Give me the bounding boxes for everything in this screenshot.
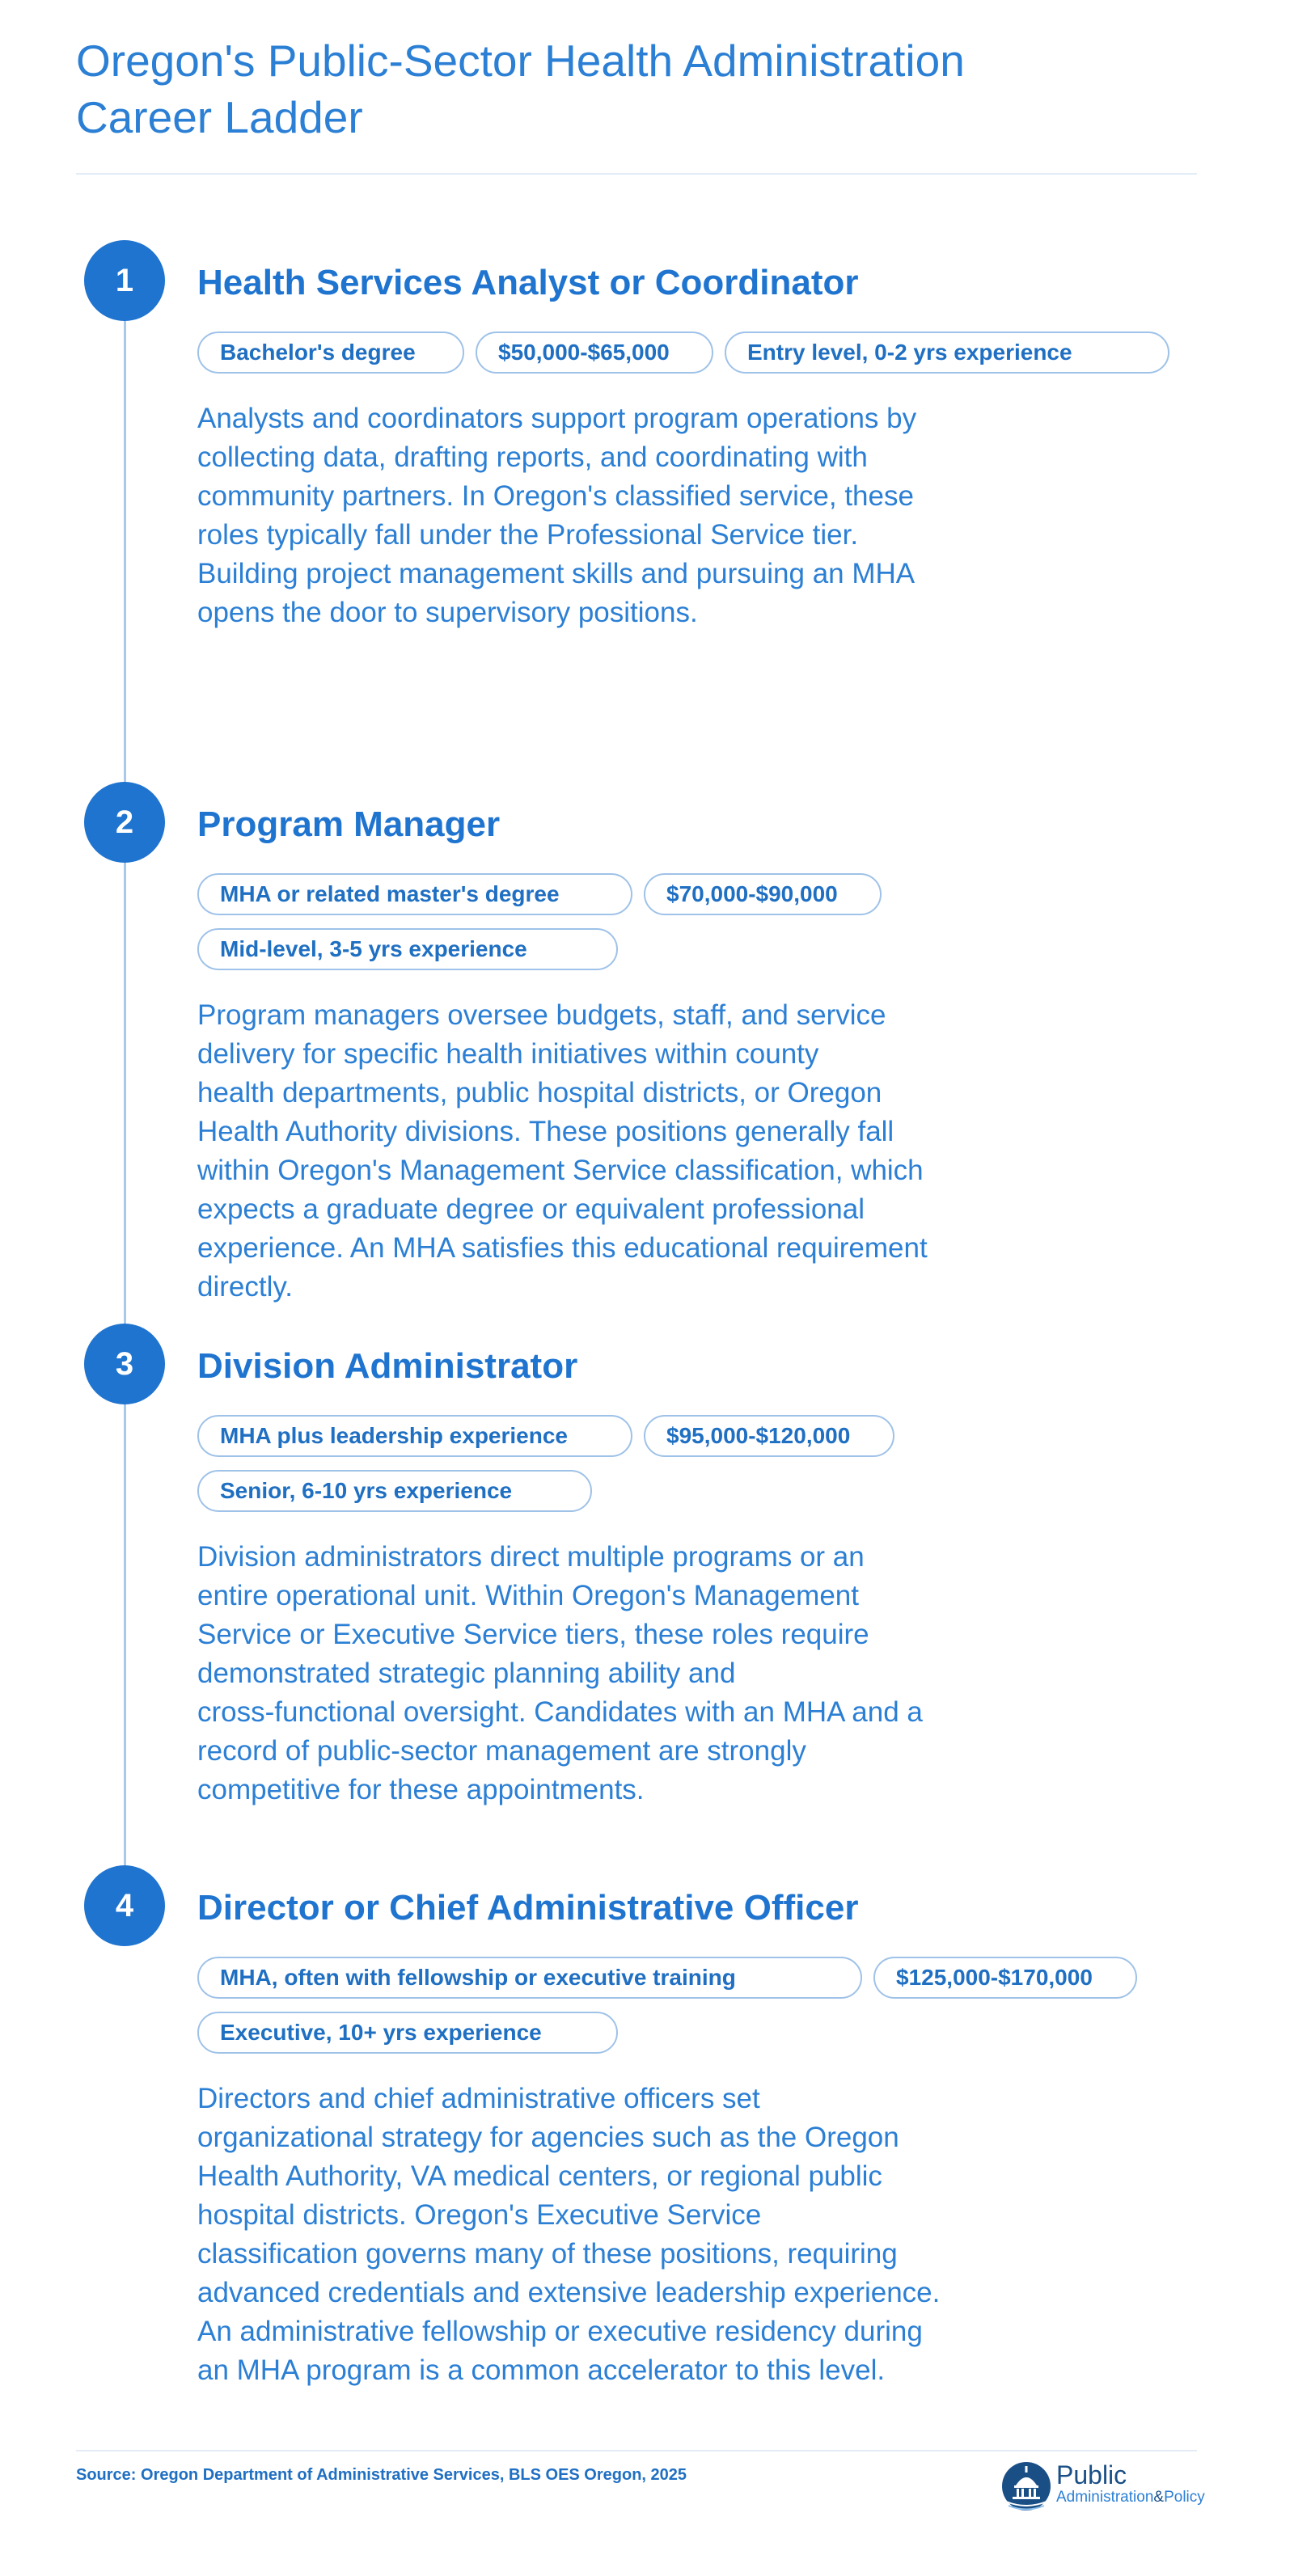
step-4-description: Directors and chief administrative officers set organizational strategy for agencies such as the Oregon Health Authority, VA medical centers, or regional public hospital districts. Oregon's Executive Service classification governs many of these positions, requiring advanced credentials and extensive leadership experience. An administrative fellowship or executive residency during an MHA program is a common accelerator to this level. [197,2083,941,2386]
step-2-description: Program managers oversee budgets, staff, and service delivery for specific health initiatives within county health departments, public hospital districts, or Oregon Health Authority divisions. These positions generally fall within Oregon's Management Service classification, which expects a graduate degree or equivalent professional experience. An MHA satisfies this educational requirement directly. [197,999,928,1303]
step-1-title: Health Services Analyst or Coordinator [197,263,859,302]
step-2-number-badge: 2 [84,782,165,863]
step-4-education-tag: MHA, often with fellowship or executive training [197,1957,862,1999]
step-2-education-tag: MHA or related master's degree [197,873,632,915]
step-3-description: Division administrators direct multiple programs or an entire operational unit. Within Oregon's Management Service or Executive Service tiers, these roles require demonstrated strategic planning ability and cross-functional oversight. Candidates with an MHA and a record of public-sector management are strongly competitive for these appointments. [197,1541,923,1805]
step-3-salary-tag: $95,000-$120,000 [644,1415,894,1457]
step-3-level-tag: Senior, 6-10 yrs experience [197,1470,592,1512]
step-4-number-badge: 4 [84,1865,165,1946]
timeline-line [124,283,126,1916]
step-3-number-badge: 3 [84,1324,165,1404]
step-3-title: Division Administrator [197,1346,578,1386]
step-4-level-tag: Executive, 10+ yrs experience [197,2012,618,2054]
logo-wordmark-subtitle: Administration&Policy [1056,2489,1205,2506]
capitol-dome-icon [1001,2461,1051,2511]
header-divider [76,173,1197,175]
page-title-line-1: Oregon's Public-Sector Health Administration [76,36,965,86]
step-1-level-tag: Entry level, 0-2 yrs experience [725,332,1169,374]
source-note: Source: Oregon Department of Administrative Services, BLS OES Oregon, 2025 [76,2466,687,2484]
step-1-description: Analysts and coordinators support program operations by collecting data, drafting reports, and coordinating with community partners. In Oregon's classified service, these roles typically fall under the Professional Service tier. Building project management skills and pursuing an MHA opens the door to supervisory positions. [197,403,917,628]
page-title [76,32,1127,146]
step-3-education-tag: MHA plus leadership experience [197,1415,632,1457]
step-1-education-tag: Bachelor's degree [197,332,464,374]
step-1-number-badge: 1 [84,240,165,321]
step-2-level-tag: Mid-level, 3-5 yrs experience [197,928,618,970]
publisher-logo [1001,2458,1212,2515]
step-2-salary-tag: $70,000-$90,000 [644,873,882,915]
page-title-line-2: Career Ladder [76,92,363,142]
step-1-salary-tag: $50,000-$65,000 [476,332,713,374]
step-4-title: Director or Chief Administrative Officer [197,1888,859,1928]
step-4-salary-tag: $125,000-$170,000 [873,1957,1137,1999]
step-2-title: Program Manager [197,804,501,844]
logo-wordmark-public: Public [1056,2460,1127,2489]
footer-divider [76,2450,1197,2451]
